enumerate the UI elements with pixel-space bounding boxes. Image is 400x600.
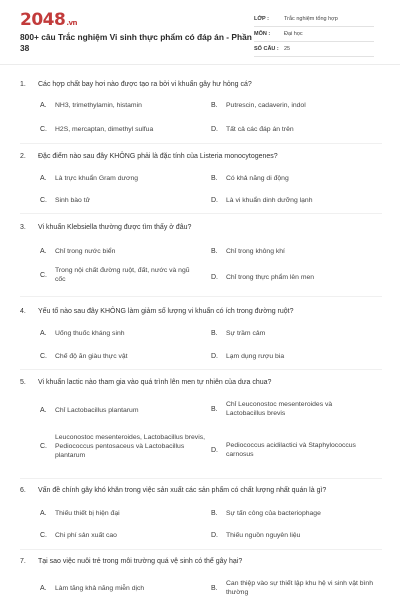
option-b[interactable]: B. Sự tấn công của bacteriophage (211, 510, 321, 517)
question-text: 3. Vi khuẩn Klebsiella thường được tìm thấy ở đâu? (20, 224, 192, 231)
option-a[interactable]: A. Chỉ trong nước biển (40, 248, 116, 255)
question-number: 3. (20, 224, 26, 231)
option-b[interactable]: B. Putrescin, cadaverin, indol (211, 102, 306, 109)
option-a[interactable]: A. Uống thuốc kháng sinh (40, 330, 125, 337)
question-text: 2. Đặc điểm nào sau đây KHÔNG phải là đặc tính của Listeria monocytogenes? (20, 153, 278, 160)
meta-value: Trắc nghiệm tổng hợp (284, 16, 338, 22)
option-b[interactable]: B. Can thiệp vào sự thiết lập khu hệ vi sinh vật bình thường (211, 580, 373, 596)
meta-row-count (254, 44, 374, 57)
page-header (0, 0, 400, 64)
option-c[interactable]: C. Chi phí sản xuất cao (40, 532, 117, 539)
question-text: 5. Vi khuẩn lactic nào tham gia vào quá trình lên men tự nhiên của dưa chua? (20, 379, 272, 386)
question-separator (20, 549, 382, 550)
header-divider (0, 64, 400, 65)
question-text: 4. Yếu tố nào sau đây KHÔNG làm giảm số lượng vi khuẩn có ích trong đường ruột? (20, 308, 294, 315)
option-c[interactable]: C. Chế độ ăn giàu thực vật (40, 353, 128, 360)
option-d[interactable]: D. Chỉ trong thực phẩm lên men (211, 274, 315, 281)
option-a[interactable]: A. Là trực khuẩn Gram dương (40, 175, 139, 182)
option-a[interactable]: A. Chỉ Lactobacillus plantarum (40, 407, 139, 414)
question-separator (20, 213, 382, 214)
option-c[interactable]: C. Leuconostoc mesenteroides, Lactobacillus brevis, Pediococcus pentosaceus và Lactobacillus plantarum (40, 434, 205, 459)
option-b[interactable]: B. Có khả năng di động (211, 175, 289, 182)
question-separator (20, 143, 382, 144)
option-d[interactable]: D. Thiếu nguồn nguyên liệu (211, 532, 301, 539)
question-number: 4. (20, 308, 26, 315)
question-number: 2. (20, 153, 26, 160)
question-number: 5. (20, 379, 26, 386)
document-meta (254, 14, 374, 59)
option-b[interactable]: B. Sự trầm cảm (211, 330, 266, 337)
option-c[interactable]: C. H2S, mercaptan, dimethyl sulfua (40, 126, 154, 133)
option-c[interactable]: C. Trong nội chất đường ruột, đất, nước và ngũ cốc (40, 267, 190, 283)
meta-row-subject (254, 29, 374, 42)
option-d[interactable]: D. Pediococcus acidilactici và Staphylococcus carnosus (211, 442, 356, 458)
option-d[interactable]: D. Lạm dụng rượu bia (211, 353, 285, 360)
option-a[interactable]: A. NH3, trimethylamin, histamin (40, 102, 142, 109)
option-a[interactable]: A. Làm tăng khả năng miễn dịch (40, 585, 145, 592)
question-text: 7. Tại sao việc nuôi trẻ trong môi trường quá vệ sinh có thể gây hại? (20, 558, 243, 565)
logo-suffix: .vn (66, 19, 78, 27)
question-text: 6. Vấn đề chính gây khó khăn trong việc sản xuất các sản phẩm có chất lượng nhất quán là gì? (20, 487, 327, 494)
option-c[interactable]: C. Sinh bào tử (40, 197, 91, 204)
option-a[interactable]: A. Thiếu thiết bị hiện đại (40, 510, 120, 517)
meta-row-class (254, 14, 374, 27)
question-separator (20, 369, 382, 370)
option-b[interactable]: B. Chỉ trong không khí (211, 248, 285, 255)
option-d[interactable]: D. Tất cả các đáp án trên (211, 126, 294, 133)
meta-key: SỐ CÂU : (254, 46, 279, 52)
question-number: 6. (20, 487, 26, 494)
question-number: 1. (20, 81, 26, 88)
meta-key: LỚP : (254, 16, 269, 22)
question-number: 7. (20, 558, 26, 565)
question-text: 1. Các hợp chất bay hơi nào được tạo ra bởi vi khuẩn gây hư hỏng cá? (20, 81, 252, 88)
meta-value: Đại học (284, 31, 303, 37)
logo-text: 2048 (20, 10, 66, 30)
meta-value: 25 (284, 46, 291, 52)
site-logo[interactable] (20, 10, 77, 30)
document-title: 800+ câu Trắc nghiệm Vi sinh thực phẩm có đáp án - Phần 38 (20, 32, 252, 53)
question-separator (20, 478, 382, 479)
meta-key: MÔN : (254, 31, 271, 37)
option-d[interactable]: D. Là vi khuẩn dinh dưỡng lạnh (211, 197, 313, 204)
option-b[interactable]: B. Chỉ Leuconostoc mesenteroides và Lactobacillus brevis (211, 401, 333, 417)
question-separator (20, 296, 382, 297)
